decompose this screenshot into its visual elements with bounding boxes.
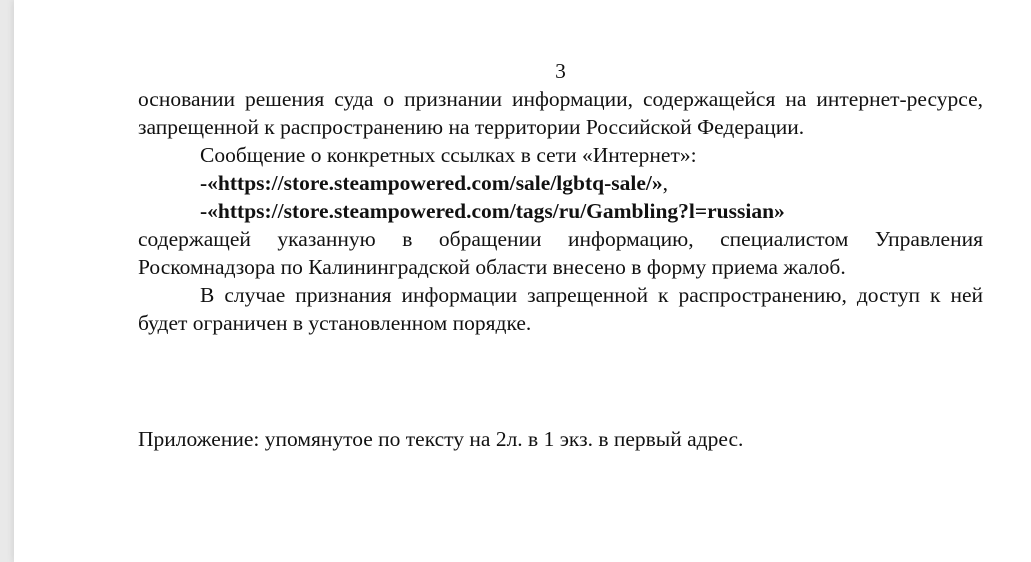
link-url-gambling: «https://store.steampowered.com/tags/ru/Gambling?l=russian» [207,199,785,223]
paragraph-access-restriction: В случае признания информации запрещенной к распространению, доступ к ней будет ограничен в установленном порядке. [138,283,983,335]
link-dash: - [200,171,208,195]
link-dash: - [200,199,208,223]
paragraph-links-intro: Сообщение о конкретных ссылках в сети «Интернет»: [200,143,697,167]
link-item-gambling [138,197,983,225]
attachment-note: Приложение: упомянутое по тексту на 2л. в 1 экз. в первый адрес. [138,427,744,451]
paragraph-complaint-form: содержащей указанную в обращении информацию, специалистом Управления Роскомнадзора по Калининградской области внесено в форму приема жалоб. [138,227,983,279]
link-separator: , [662,171,668,195]
page-number: 3 [555,59,566,83]
document-body [138,85,983,337]
link-item-lgbtq-sale [138,169,983,197]
document-page [14,0,1031,562]
paragraph-court-decision: основании решения суда о признании информации, содержащейся на интернет-ресурсе, запрещенной к распространению на территории Российской Федерации. [138,87,983,139]
link-url-lgbtq-sale: «https://store.steampowered.com/sale/lgbtq-sale/» [207,171,663,195]
